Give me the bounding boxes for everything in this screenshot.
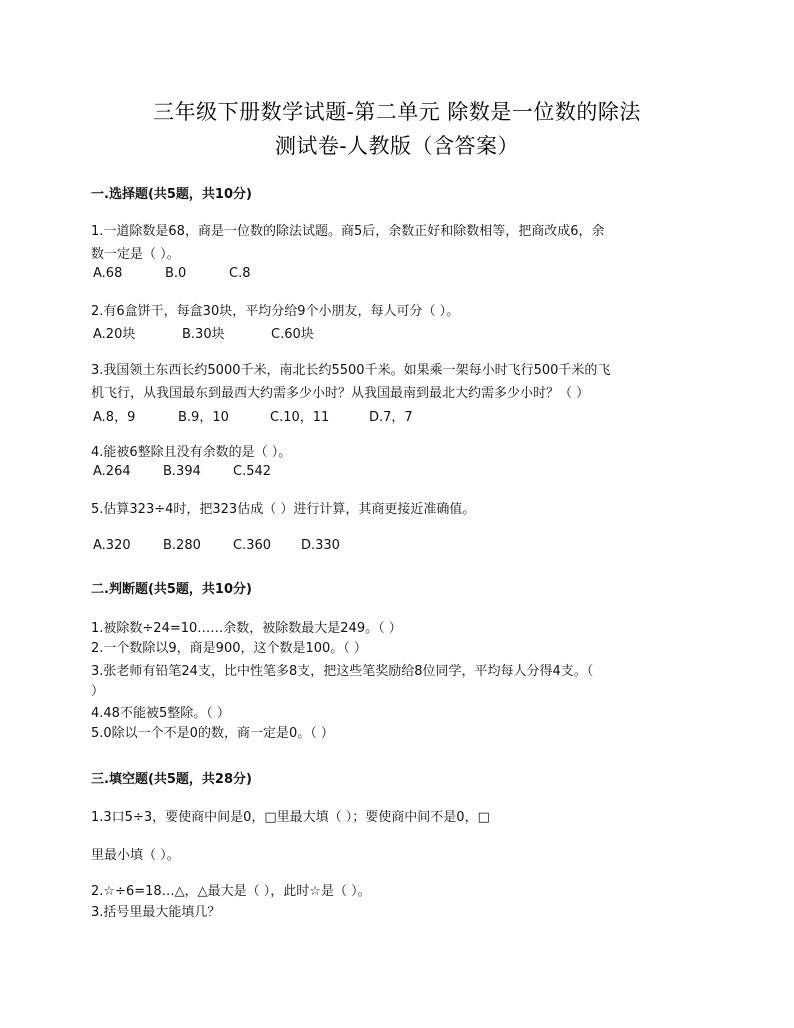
fill-q2: 2.☆÷6=18…△，△最大是（ ），此时☆是（ ）。 xyxy=(91,884,371,899)
option: A.320 xyxy=(93,538,131,553)
choice-q4-options xyxy=(93,464,271,479)
option: A.264 xyxy=(93,464,131,479)
option: A.20块 xyxy=(93,327,136,342)
choice-q1-line2: 数一定是（ ）。 xyxy=(91,247,180,262)
option: B.9，10 xyxy=(178,410,229,425)
exam-title-line2: 测试卷-人教版（含答案） xyxy=(274,134,520,158)
section-judge-heading: 二.判断题(共5题，共10分) xyxy=(91,582,252,597)
option: B.280 xyxy=(163,538,201,553)
option: C.360 xyxy=(233,538,272,553)
choice-q5-options xyxy=(93,538,340,553)
fill-q3: 3.括号里最大能填几？ xyxy=(91,905,221,920)
option: C.8 xyxy=(229,266,251,281)
judge-q3-line1: 3.张老师有铅笔24支，比中性笔多8支，把这些笔奖励给8位同学，平均每人分得4支。（ xyxy=(91,664,594,679)
choice-q3-line2: 机飞行，从我国最东到最西大约需多少小时？从我国最南到最北大约需多少小时？（ ） xyxy=(91,386,590,401)
judge-q1: 1.被除数÷24=10……余数，被除数最大是249。（ ） xyxy=(91,621,402,636)
choice-q3-options xyxy=(93,406,413,425)
fill-q1-line1: 1.3口5÷3，要使商中间是0，□里最大填（ ）；要使商中间不是0，□ xyxy=(91,810,490,825)
option: D.330 xyxy=(301,538,340,553)
section-fill-heading: 三.填空题(共5题，共28分) xyxy=(91,772,252,787)
option: C.10，11 xyxy=(270,410,330,425)
option: A.8，9 xyxy=(93,410,136,425)
judge-q4: 4.48不能被5整除。（ ） xyxy=(91,706,230,721)
judge-q2: 2.一个数除以9，商是900，这个数是100。（ ） xyxy=(91,641,367,656)
fill-q1-line2: 里最小填（ ）。 xyxy=(91,848,180,863)
choice-q4: 4.能被6整除且没有余数的是（ ）。 xyxy=(91,445,292,460)
judge-q5: 5.0除以一个不是0的数，商一定是0。（ ） xyxy=(91,726,334,741)
choice-q2: 2.有6盒饼干，每盒30块，平均分给9个小朋友，每人可分（ ）。 xyxy=(91,304,460,319)
section-choice-heading: 一.选择题(共5题，共10分) xyxy=(91,187,252,202)
option: C.542 xyxy=(233,464,272,479)
exam-title-line1: 三年级下册数学试题-第二单元 除数是一位数的除法 xyxy=(153,100,641,124)
option: B.0 xyxy=(165,266,187,281)
choice-q2-options xyxy=(93,323,314,342)
choice-q5: 5.估算323÷4时，把323估成（ ）进行计算，其商更接近准确值。 xyxy=(91,502,476,517)
option: B.394 xyxy=(163,464,201,479)
judge-q3-line2: ） xyxy=(91,684,105,699)
option: D.7，7 xyxy=(369,410,413,425)
choice-q3-line1: 3.我国领土东西长约5000千米，南北长约5500千米。如果乘一架每小时飞行500千米的飞 xyxy=(91,363,611,378)
choice-q1-line1: 1.一道除数是68，商是一位数的除法试题。商5后，余数正好和除数相等，把商改成6，余 xyxy=(91,224,605,239)
option: A.68 xyxy=(93,266,123,281)
option: B.30块 xyxy=(182,327,225,342)
option: C.60块 xyxy=(271,327,314,342)
choice-q1-options xyxy=(93,266,250,281)
